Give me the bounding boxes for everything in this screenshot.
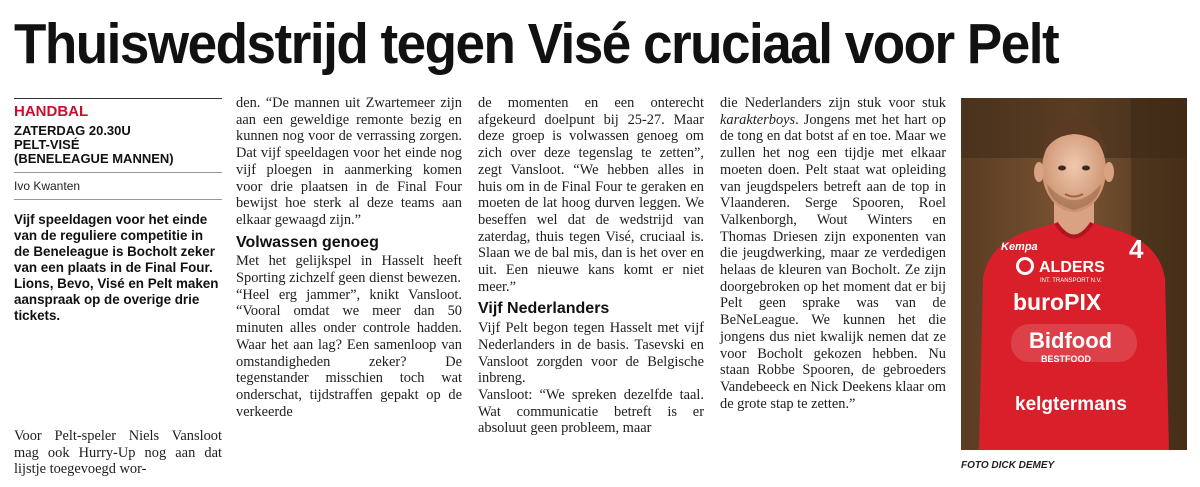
column-3: [478, 95, 704, 437]
text-run: die Nederlanders zijn stuk voor stuk: [720, 95, 946, 111]
match-info: [14, 122, 222, 173]
emphasis-text: karakterboys: [720, 111, 796, 128]
body-paragraph: “Heel erg jammer”, knikt Vansloot. “Vooral omdat we meer dan 50 minuten alles onder controle hadden. Waar het aan lag? Een samenloop van omstandigheden zeker? De tegenstander misschien toch wat onderschat, tijdstraffen gepakt op de verkeerde: [236, 286, 462, 420]
body-paragraph: de momenten en een onterecht afgekeurd doelpunt bij 25-27. Maar deze groep is volwassen genoeg om zich over deze tegenslag te zetten”, zegt Vansloot. “We hebben alles in huis om in de Final Four te geraken en moeten de lat hoog durven leggen. We beseffen wel dat de wedstrijd van zaterdag, thuis tegen Visé, cruciaal is. Slaan we de bal mis, dan is het over en uit. Een nieuwe kans komt er niet meer.”: [478, 95, 704, 295]
match-time: ZATERDAG 20.30U: [14, 123, 131, 138]
jersey-brand-text: Kempa: [1001, 241, 1038, 253]
match-league: (BENELEAGUE MANNEN): [14, 151, 174, 166]
column-1-body: [14, 428, 222, 478]
lead-paragraph: Vijf speeldagen voor het einde van de reguliere competitie in de Beneleague is Bocholt zeker van een plaats in de Final Four. Lions, Bevo, Visé en Pelt maken aanspraak op de overige drie tickets.: [14, 212, 219, 323]
player-photo-illustration: [961, 98, 1187, 450]
photo-credit: FOTO DICK DEMEY: [961, 460, 1055, 471]
sponsor-kelgtermans: kelgtermans: [1015, 394, 1127, 415]
sidebar: [14, 98, 222, 478]
sponsor-buropix: buroPIX: [1013, 289, 1102, 315]
jersey-number: 4: [1129, 234, 1144, 264]
subheading: Volwassen genoeg: [236, 233, 379, 251]
body-paragraph: Vijf Pelt begon tegen Hasselt met vijf Nederlanders in de basis. Tasevski en Vansloot zorgden voor de Belgische inbreng.: [478, 320, 704, 387]
sponsor-bidfood: Bidfood: [1029, 328, 1113, 353]
sponsor-alders: ALDERS: [1039, 259, 1105, 276]
author-byline: Ivo Kwanten: [14, 173, 222, 200]
column-2: [236, 95, 462, 420]
column-4: [720, 95, 946, 412]
headline: Thuiswedstrijd tegen Visé cruciaal voor Pelt: [14, 12, 1059, 76]
rubric-label: HANDBAL: [14, 98, 222, 122]
body-paragraph: [720, 95, 946, 412]
subheading: Vijf Nederlanders: [478, 300, 610, 318]
body-paragraph: Met het gelijkspel in Hasselt heeft Sporting zichzelf geen dienst bewezen.: [236, 253, 462, 287]
sponsor-alders-sub: INT. TRANSPORT N.V.: [1040, 278, 1102, 284]
body-paragraph: Vansloot: “We spreken dezelfde taal. Wat communicatie betreft is er absoluut geen probleem, maar: [478, 386, 704, 437]
text-run: . Jongens met het hart op de tong en dat botst af en toe. Maar we zullen het nog een tijdje met elkaar moeten doen. Pelt staat wat opleiding van jeugdspelers betreft aan de top in Vlaanderen. Serge Spooren, Roel Valkenborgh, Wout Winters en Thomas Driesen zijn exponenten van die jeugdwerking, maar ze verdedigen helaas de kleuren van Bocholt. Ze zijn doorgebroken op het moment dat er bij Pelt geen sprake was van de BeNeLeague. We kunnen het die jongens dus niet kwalijk nemen dat ze voor Bocholt gekozen hebben. Nu staan Robbe Spooren, de gebroeders Vandebeeck en Nick Deekens klaar om de grote stap te zetten.”: [720, 111, 946, 412]
body-paragraph: den. “De mannen uit Zwartemeer zijn aan een geweldige remonte bezig en kunnen nog voor de verrassing zorgen. Dat vijf speeldagen voor het einde nog vijf ploegen in aanmerking komen voor drie plaatsen in de Final Four bewijst hoe sterk al deze teams aan elkaar gewaagd zijn.”: [236, 95, 462, 228]
match-teams: PELT-VISÉ: [14, 137, 80, 152]
body-paragraph: Voor Pelt-speler Niels Vansloot mag ook Hurry-Up nog aan dat lijstje toegevoegd wor-: [14, 428, 222, 478]
player-photo: [961, 98, 1187, 450]
sponsor-bidfood-sub: BESTFOOD: [1041, 354, 1092, 364]
